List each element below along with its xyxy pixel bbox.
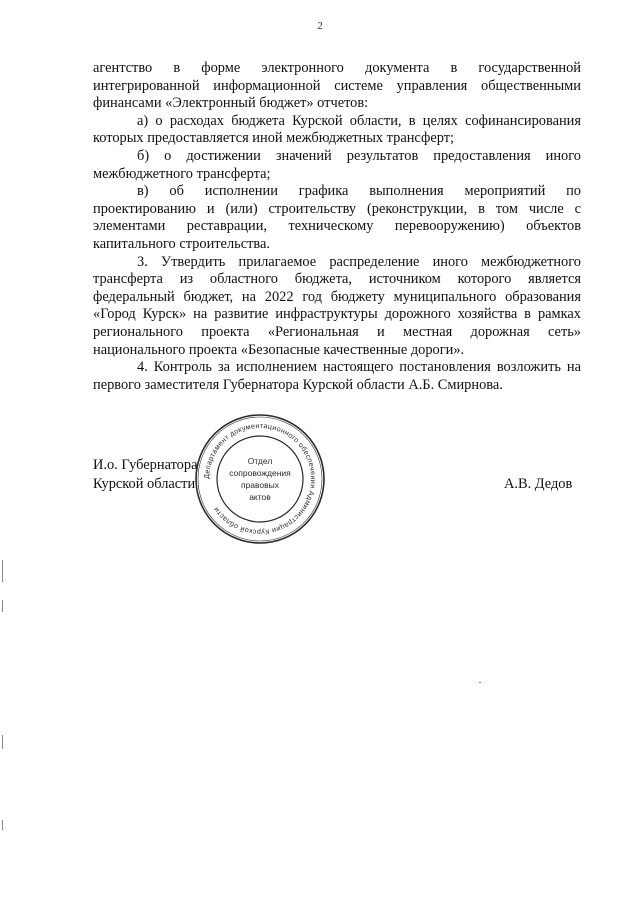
scan-mark [2,820,3,830]
stamp-outer-ring [196,415,324,543]
scan-mark [2,735,3,749]
signatory-position [93,456,197,494]
document-body [93,60,581,394]
paragraph: б) о достижении значений результатов предоставления иного межбюджетного трансферта; [93,147,581,182]
stamp-ring-text: Департамент документационного обеспечения Администрации Курской области [201,420,319,538]
stamp-inner-ring [217,436,303,522]
signatory-position-line: И.о. Губернатора [93,457,198,473]
stamp-center-line: актов [249,492,271,502]
page-number: 2 [317,20,323,32]
paragraph: 3. Утвердить прилагаемое распределение иного межбюджетного трансферта из областного бюджета, источником которого является федеральный бюджет, на 2022 год бюджету муниципального образования «Город Курск» на развитие инфраструктуры дорожного хозяйства в рамках регионального проекта «Региональная и местная дорожная сеть» национального проекта «Безопасные качественные дороги». [93,253,581,358]
paragraph: а) о расходах бюджета Курской области, в целях софинансирования которых предоставляется иной межбюджетных трансферт; [93,112,581,147]
scan-mark [2,600,3,612]
stamp-center-line: сопровождения [229,468,291,478]
signatory-position-line: Курской области [93,476,196,492]
stamp-center-line: правовых [240,480,280,490]
official-stamp [193,412,327,546]
stamp-center-line: Отдел [247,456,273,466]
scan-mark [479,682,481,683]
paragraph: 4. Контроль за исполнением настоящего постановления возложить на первого заместителя Губернатора Курской области А.Б. Смирнова. [93,359,581,393]
paragraph: агентство в форме электронного документа в государственной интегрированной информационной системе управления общественными финансами «Электронный бюджет» отчетов: [93,60,581,112]
signatory-name: А.В. Дедов [504,476,573,492]
stamp-graphic [193,412,327,546]
scan-mark [2,560,3,582]
paragraph: в) об исполнении графика выполнения мероприятий по проектированию и (или) строительству (реконструкции, в том числе с элементами реставрации, техническому перевооружению) объектов капитального строительства. [93,183,581,252]
